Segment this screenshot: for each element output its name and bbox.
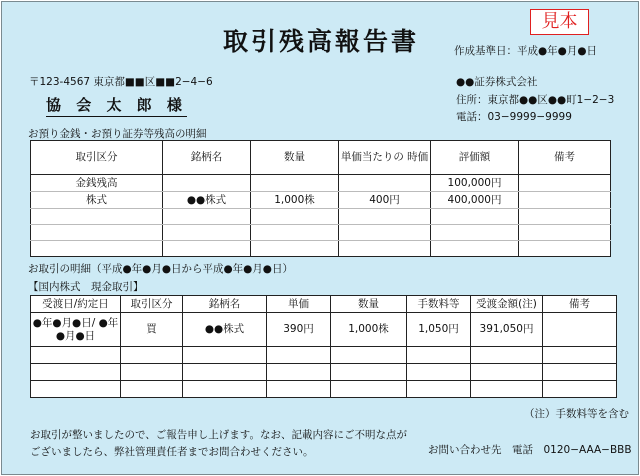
table-cell: ●年●月●日/ ●年●月●日 (31, 313, 121, 347)
table-cell: ●●株式 (163, 192, 251, 209)
issuer-address: 住所：東京都●●区●●町1−2−3 (456, 94, 615, 106)
table-row (31, 381, 617, 398)
transactions-col-header: 手数料等 (407, 296, 471, 313)
table-cell (267, 364, 331, 381)
table-cell (331, 347, 407, 364)
table-cell (407, 381, 471, 398)
table-cell (31, 381, 121, 398)
table-cell (267, 347, 331, 364)
table-cell (251, 225, 339, 241)
table-cell (519, 175, 611, 192)
transactions-header-row (31, 296, 617, 313)
table-row (31, 225, 611, 241)
table-row (31, 175, 611, 192)
transactions-col-header: 受渡日/約定日 (31, 296, 121, 313)
table-cell (471, 381, 543, 398)
table-cell: 400,000円 (431, 192, 519, 209)
table-cell: 400円 (339, 192, 431, 209)
balance-table (30, 140, 611, 257)
table-cell (163, 175, 251, 192)
transactions-col-header: 数量 (331, 296, 407, 313)
table-cell: 金銭残高 (31, 175, 163, 192)
table-cell (339, 209, 431, 225)
table-row (31, 364, 617, 381)
table-cell (431, 209, 519, 225)
table-cell (407, 347, 471, 364)
table-row (31, 241, 611, 257)
table-cell (31, 241, 163, 257)
table-cell: 1,000株 (251, 192, 339, 209)
table-cell (431, 241, 519, 257)
footer-message-line2: ございましたら、弊社管理責任者までお問合わせください。 (30, 446, 314, 458)
footer-contact: お問い合わせ先 電話 0120−AAA−BBB (428, 444, 632, 456)
table-cell (163, 209, 251, 225)
balance-header-row (31, 141, 611, 175)
table-row (31, 192, 611, 209)
table-cell (519, 192, 611, 209)
table-cell (407, 364, 471, 381)
table-cell (519, 241, 611, 257)
table-cell (471, 364, 543, 381)
table-cell (183, 347, 267, 364)
table-cell (519, 225, 611, 241)
table-cell (183, 381, 267, 398)
transactions-heading: お取引の明細（平成●年●月●日から平成●年●月●日） (28, 263, 293, 275)
issuer-company: ●●証券株式会社 (456, 76, 538, 88)
balance-col-header: 銘柄名 (163, 141, 251, 175)
table-cell (267, 381, 331, 398)
table-cell (543, 313, 617, 347)
balance-col-header: 評価額 (431, 141, 519, 175)
table-cell (251, 241, 339, 257)
transactions-col-header: 備考 (543, 296, 617, 313)
table-cell (519, 209, 611, 225)
table-row (31, 313, 617, 347)
table-row (31, 347, 617, 364)
balance-col-header: 単価当たりの 時価 (339, 141, 431, 175)
table-row (31, 209, 611, 225)
table-cell (121, 347, 183, 364)
table-cell: ●●株式 (183, 313, 267, 347)
table-cell (251, 209, 339, 225)
table-cell (121, 381, 183, 398)
table-cell (121, 364, 183, 381)
table-cell (339, 225, 431, 241)
table-cell: 391,050円 (471, 313, 543, 347)
table-cell (31, 347, 121, 364)
table-cell (251, 175, 339, 192)
table-cell (31, 209, 163, 225)
table-cell (183, 364, 267, 381)
table-cell: 390円 (267, 313, 331, 347)
transactions-table (30, 295, 617, 398)
table-cell (543, 381, 617, 398)
table-cell: 買 (121, 313, 183, 347)
table-cell (339, 175, 431, 192)
table-cell (471, 347, 543, 364)
table-cell: 株式 (31, 192, 163, 209)
balance-col-header: 備考 (519, 141, 611, 175)
transactions-col-header: 受渡金額(注) (471, 296, 543, 313)
balance-col-header: 取引区分 (31, 141, 163, 175)
transactions-col-header: 銘柄名 (183, 296, 267, 313)
table-cell (543, 347, 617, 364)
table-cell (431, 225, 519, 241)
table-cell (163, 241, 251, 257)
table-cell (339, 241, 431, 257)
table-cell (31, 225, 163, 241)
table-cell (543, 364, 617, 381)
table-cell (163, 225, 251, 241)
issuer-phone: 電話：03−9999−9999 (456, 111, 572, 123)
sample-stamp: 見本 (530, 9, 589, 35)
table-cell: 1,050円 (407, 313, 471, 347)
report-page (1, 1, 639, 475)
table-cell: 1,000株 (331, 313, 407, 347)
created-date: 作成基準日：平成●年●月●日 (454, 45, 597, 57)
transactions-subheading: 【国内株式 現金取引】 (28, 281, 144, 293)
table-cell (31, 364, 121, 381)
footer-message-line1: お取引が整いましたので、ご報告申し上げます。なお、記載内容にご不明な点が (30, 429, 407, 441)
transactions-col-header: 取引区分 (121, 296, 183, 313)
table-cell (331, 381, 407, 398)
table-cell (331, 364, 407, 381)
transactions-col-header: 単価 (267, 296, 331, 313)
page-title: 取引残高報告書 (222, 27, 419, 56)
recipient-name: 協 会 太 郎 様 (46, 94, 187, 117)
balance-heading: お預り金銭・お預り証券等残高の明細 (28, 128, 207, 140)
balance-col-header: 数量 (251, 141, 339, 175)
table-cell: 100,000円 (431, 175, 519, 192)
recipient-address: 〒123-4567 東京都■■区■■2−4−6 (29, 76, 213, 88)
transactions-note: （注）手数料等を含む (524, 408, 629, 420)
